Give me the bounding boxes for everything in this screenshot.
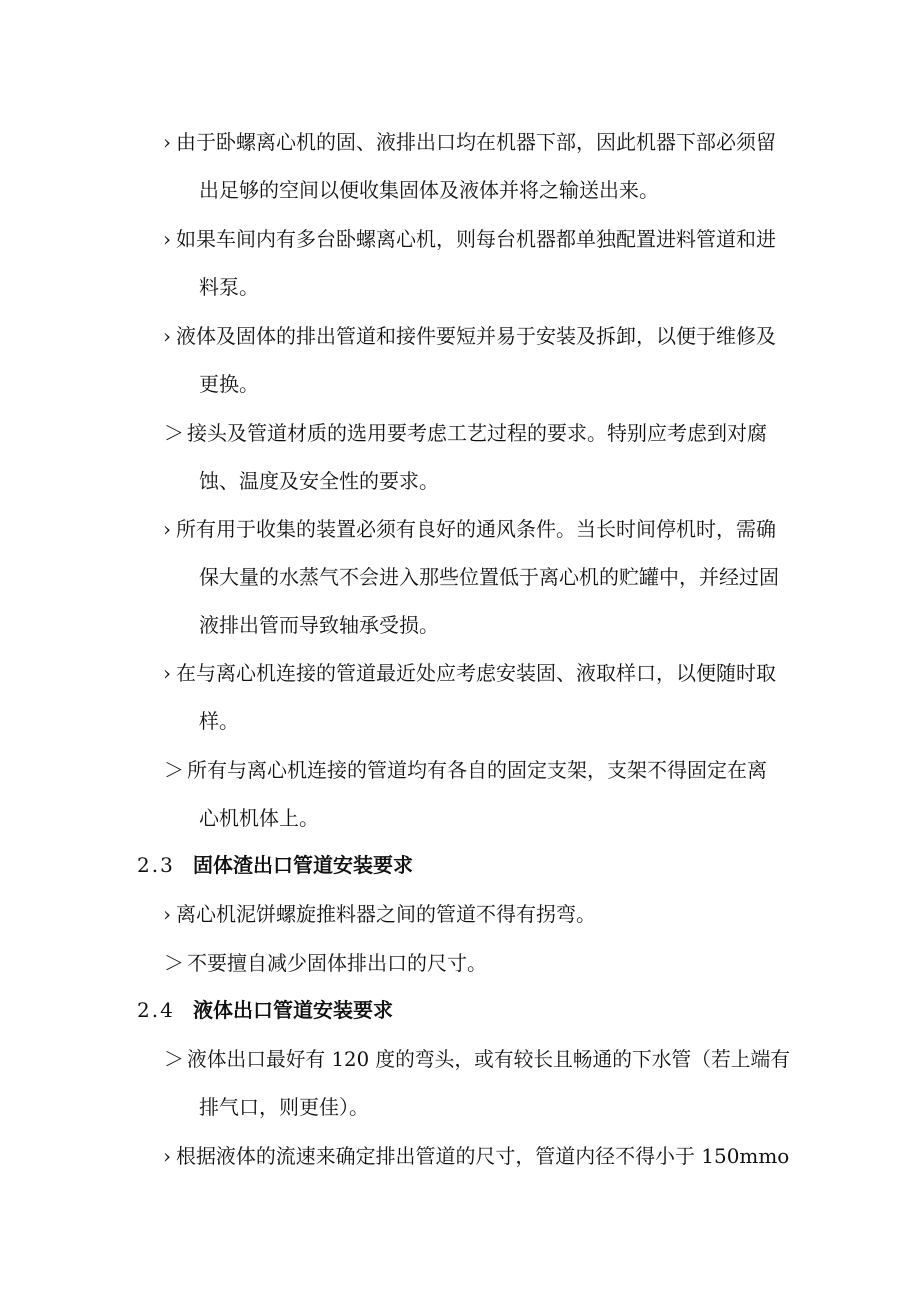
list-item-line: 接头及管道材质的选用要考虑工艺过程的要求。特别应考虑到对腐 xyxy=(187,421,767,445)
list-item-line: 蚀、温度及安全性的要求。 xyxy=(199,469,439,493)
bullet-marker: ＞ xyxy=(164,758,184,782)
list-item-line: 液体及固体的排出管道和接件要短并易于安装及拆卸，以便于维修及 xyxy=(176,324,776,348)
list-item-line: 出足够的空间以便收集固体及液体并将之输送出来。 xyxy=(199,178,659,202)
bullet-marker: ＞ xyxy=(164,1047,184,1071)
list-item-line: 根据液体的流速来确定排出管道的尺寸，管道内径不得小于 150mmo xyxy=(176,1144,790,1168)
list-item-line: 保大量的水蒸气不会进入那些位置低于离心机的贮罐中，并经过固 xyxy=(199,565,779,589)
list-item-line: 离心机泥饼螺旋推料器之间的管道不得有拐弯。 xyxy=(176,902,596,926)
bullet-marker: › xyxy=(163,324,171,348)
section-number: 2.3 xyxy=(137,853,175,877)
list-item-line: 如果车间内有多台卧螺离心机，则每台机器都单独配置进料管道和进 xyxy=(176,227,776,251)
bullet-marker: › xyxy=(163,902,171,926)
list-item-line: 样。 xyxy=(199,709,239,733)
bullet-marker: ＞ xyxy=(164,421,184,445)
bullet-marker: › xyxy=(163,130,171,154)
section-title: 固体渣出口管道安装要求 xyxy=(193,853,413,877)
list-item-line: 由于卧螺离心机的固、液排出口均在机器下部，因此机器下部必须留 xyxy=(176,130,776,154)
list-item-line: 液排出管而导致轴承受损。 xyxy=(199,613,439,637)
bullet-marker: › xyxy=(163,227,171,251)
list-item-line: 更换。 xyxy=(199,372,259,396)
list-item-line: 所有与离心机连接的管道均有各自的固定支架，支架不得固定在离 xyxy=(187,758,767,782)
list-item-line: 不要擅自减少固体排出口的尺寸。 xyxy=(187,951,487,975)
bullet-marker: › xyxy=(163,1144,171,1168)
bullet-marker: ＞ xyxy=(164,951,184,975)
list-item-line: 料泵。 xyxy=(199,275,259,299)
bullet-marker: › xyxy=(163,661,171,685)
list-item-line: 心机机体上。 xyxy=(199,806,319,830)
list-item-line: 在与离心机连接的管道最近处应考虑安装固、液取样口，以便随时取 xyxy=(176,661,776,685)
section-number: 2.4 xyxy=(137,998,175,1022)
list-item-line: 液体出口最好有 120 度的弯头，或有较长且畅通的下水管（若上端有 xyxy=(187,1047,790,1071)
section-title: 液体出口管道安装要求 xyxy=(193,998,393,1022)
list-item-line: 排气口，则更佳）。 xyxy=(199,1095,369,1119)
bullet-marker: › xyxy=(163,517,171,541)
list-item-line: 所有用于收集的装置必须有良好的通风条件。当长时间停机时，需确 xyxy=(176,517,776,541)
